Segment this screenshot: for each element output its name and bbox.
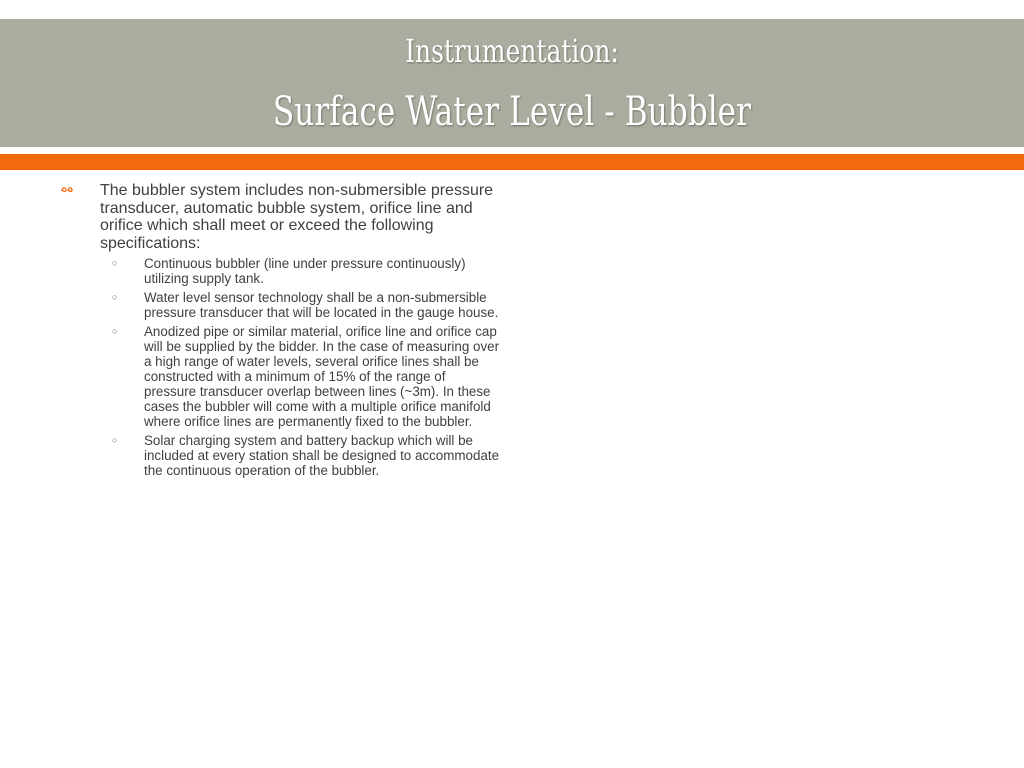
hollow-circle-bullet-icon: ○ — [112, 292, 118, 303]
sub-bullet-text: Water level sensor technology shall be a non-submersible pressure transducer that will be located in the gauge house. — [144, 290, 499, 321]
sub-bullet-item — [60, 290, 500, 320]
sub-bullet-item — [60, 256, 500, 286]
sub-bullet-item — [60, 433, 500, 478]
sub-bullet-item — [60, 324, 500, 429]
main-bullet-item — [60, 182, 500, 252]
hollow-circle-bullet-icon: ○ — [112, 258, 118, 269]
hollow-circle-bullet-icon: ○ — [112, 326, 118, 337]
slide-title-line1: Instrumentation: — [405, 32, 619, 70]
sub-bullet-text: Solar charging system and battery backup which will be included at every station shall be designed to accommodate the continuous operation of the bubbler. — [144, 433, 500, 479]
sub-bullet-text: Continuous bubbler (line under pressure continuously) utilizing supply tank. — [144, 256, 466, 287]
sub-bullet-text: Anodized pipe or similar material, orifice line and orifice cap will be supplied by the bidder. In the case of measuring over a high range of water levels, several orifice lines shall be constructed with a minimum of 15% of the range of pressure transducer overlap between lines (~3m). In these cases the bubbler will come with a multiple orifice manifold where orifice lines are permanently fixed to the bubbler. — [144, 324, 500, 430]
orange-swirl-bullet-icon — [60, 184, 76, 198]
slide-body — [60, 182, 500, 494]
main-bullet-text: The bubbler system includes non-submersible pressure transducer, automatic bubble system, orifice line and orifice which shall meet or exceed the following specifications: — [100, 182, 494, 252]
slide-title-line2: Surface Water Level - Bubbler — [272, 89, 752, 135]
accent-bar — [0, 154, 1024, 170]
hollow-circle-bullet-icon: ○ — [112, 435, 118, 446]
sub-bullet-list — [60, 256, 500, 478]
